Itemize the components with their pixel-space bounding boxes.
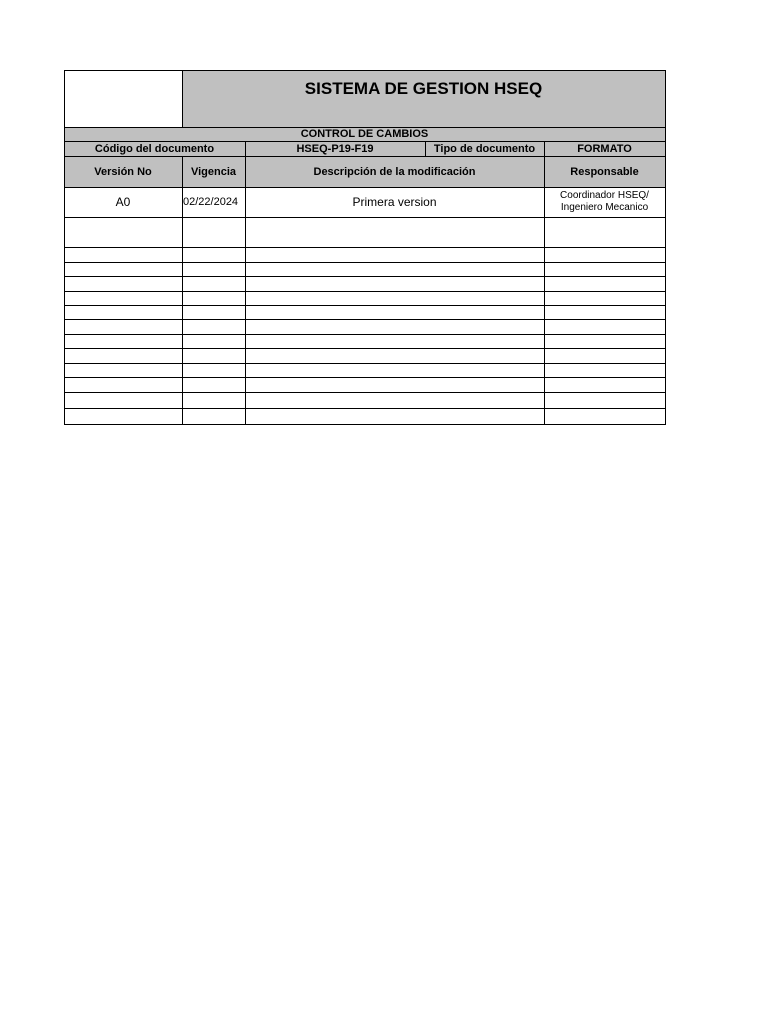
doc-type-value: FORMATO [544, 141, 665, 156]
grid-vline [182, 70, 183, 128]
doc-type-label: Tipo de documento [425, 141, 544, 156]
doc-code-label: Código del documento [64, 141, 245, 156]
row-1-version: A0 [115, 195, 131, 209]
table-row [64, 348, 665, 363]
table-row [64, 363, 665, 377]
table-row [64, 276, 665, 291]
grid-vline [245, 141, 246, 157]
table-row [64, 319, 665, 334]
table-row [64, 247, 665, 262]
grid-hline [64, 127, 666, 128]
row-1-responsable-line1: Coordinador HSEQ/ [560, 190, 649, 201]
table-row [64, 377, 665, 392]
row-1-responsable [544, 187, 665, 217]
section-title: CONTROL DE CAMBIOS [64, 127, 665, 141]
row-1-vigencia: 02/22/2024 [183, 196, 239, 208]
table-row [64, 305, 665, 319]
grid-hline [64, 187, 666, 188]
row-1-responsable-line2: Ingeniero Mecanico [560, 202, 649, 213]
grid-vline [544, 141, 545, 157]
grid-hline [64, 424, 666, 425]
table-row [64, 392, 665, 408]
logo-box [64, 70, 182, 127]
table-row [64, 334, 665, 348]
column-header-responsable: Responsable [544, 156, 665, 187]
grid-hline [64, 141, 666, 142]
grid-hline [64, 70, 666, 71]
table-row [64, 217, 665, 247]
row-1-descripcion: Primera version [352, 195, 437, 209]
table-row [64, 291, 665, 305]
column-header-vigencia: Vigencia [182, 156, 245, 187]
grid-vline [425, 141, 426, 157]
table-row [64, 408, 665, 424]
column-header-version: Versión No [64, 156, 182, 187]
document-title: SISTEMA DE GESTION HSEQ [182, 70, 665, 127]
grid-hline [64, 156, 666, 157]
doc-code-value: HSEQ-P19-F19 [245, 141, 425, 156]
table-row [64, 262, 665, 276]
column-header-descripcion: Descripción de la modificación [245, 156, 544, 187]
